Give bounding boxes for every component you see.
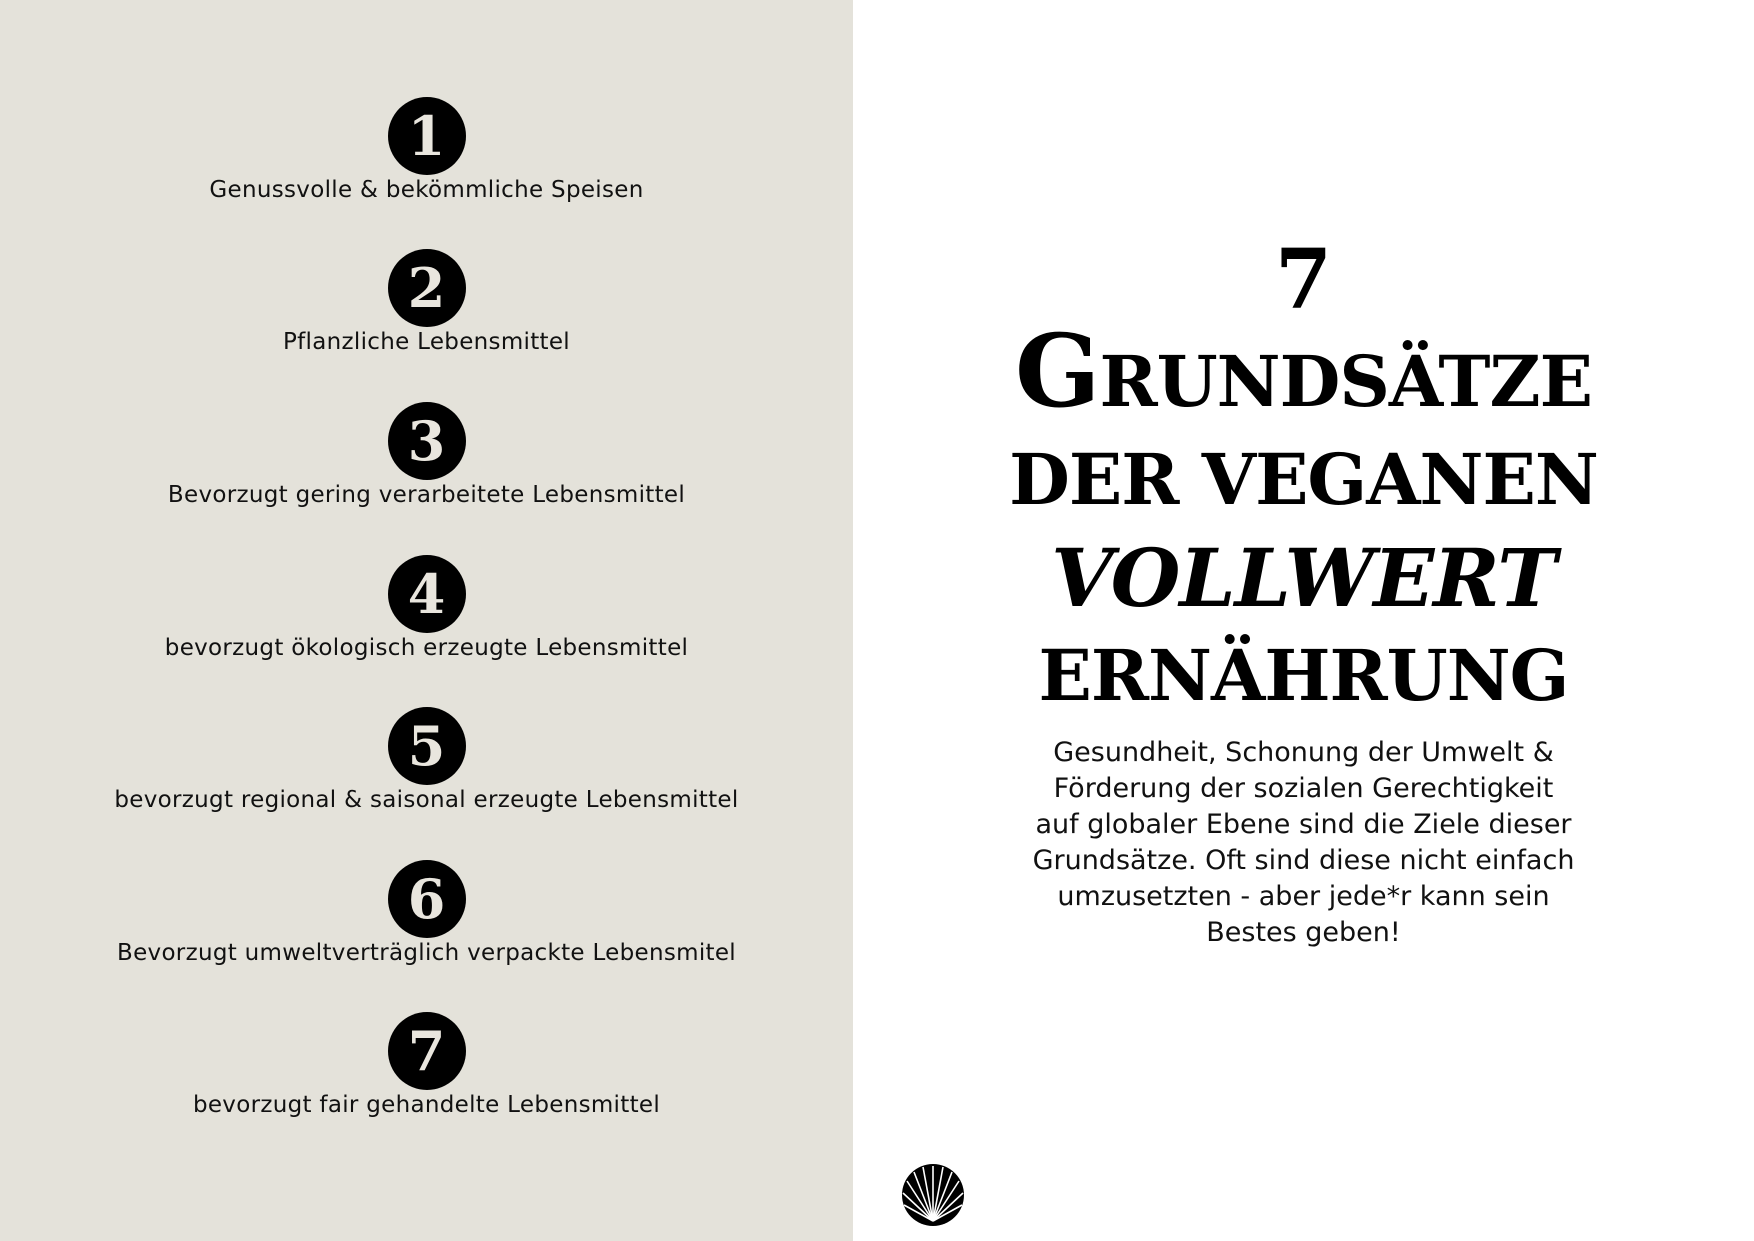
title-number: 7 — [1274, 232, 1333, 328]
principle-item — [0, 555, 853, 661]
principle-label: Bevorzugt gering verarbeitete Lebensmittel — [167, 482, 686, 508]
principle-item — [0, 707, 853, 813]
principle-item — [0, 249, 853, 355]
principle-number-badge: 5 — [388, 707, 466, 785]
title-line-1 — [853, 312, 1754, 431]
principle-item — [0, 860, 853, 966]
principle-number-badge: 7 — [388, 1012, 466, 1090]
description-line: Förderung der sozialen Gerechtigkeit — [1053, 773, 1554, 804]
title-panel — [853, 0, 1754, 1241]
principle-number-badge: 6 — [388, 860, 466, 938]
description-text — [853, 735, 1754, 951]
principle-label: bevorzugt fair gehandelte Lebensmittel — [192, 1092, 661, 1118]
description-line: umzusetzten - aber jede*r kann sein — [1057, 881, 1550, 912]
principle-number-badge: 1 — [388, 97, 466, 175]
title-initial: G — [1015, 312, 1100, 430]
principle-label: Genussvolle & bekömmliche Speisen — [209, 177, 644, 203]
principle-item — [0, 1012, 853, 1118]
principle-number-badge: 4 — [388, 555, 466, 633]
description-line: auf globaler Ebene sind die Ziele dieser — [1035, 809, 1572, 840]
principle-number-badge: 3 — [388, 402, 466, 480]
principle-label: bevorzugt ökologisch erzeugte Lebensmittel — [164, 635, 689, 661]
shell-logo-icon — [901, 1163, 965, 1227]
principle-label: Pflanzliche Lebensmittel — [282, 329, 570, 355]
description-line: Grundsätze. Oft sind diese nicht einfach — [1032, 845, 1575, 876]
title-line-3: VOLLWERT — [1051, 531, 1556, 625]
principle-item — [0, 402, 853, 508]
principle-label: bevorzugt regional & saisonal erzeugte Lebensmittel — [114, 787, 739, 813]
title-line-4: ERNÄHRUNG — [1038, 634, 1569, 717]
principle-label: Bevorzugt umweltverträglich verpackte Lebensmitel — [117, 940, 736, 966]
page-title — [853, 232, 1754, 725]
title-line-2: DER VEGANEN — [1009, 438, 1598, 521]
principles-panel — [0, 0, 853, 1241]
principle-item — [0, 97, 853, 203]
title-rest: RUNDSÄTZE — [1099, 340, 1592, 423]
description-line: Bestes geben! — [1206, 917, 1401, 948]
principle-number-badge: 2 — [388, 249, 466, 327]
description-line: Gesundheit, Schonung der Umwelt & — [1053, 737, 1554, 768]
